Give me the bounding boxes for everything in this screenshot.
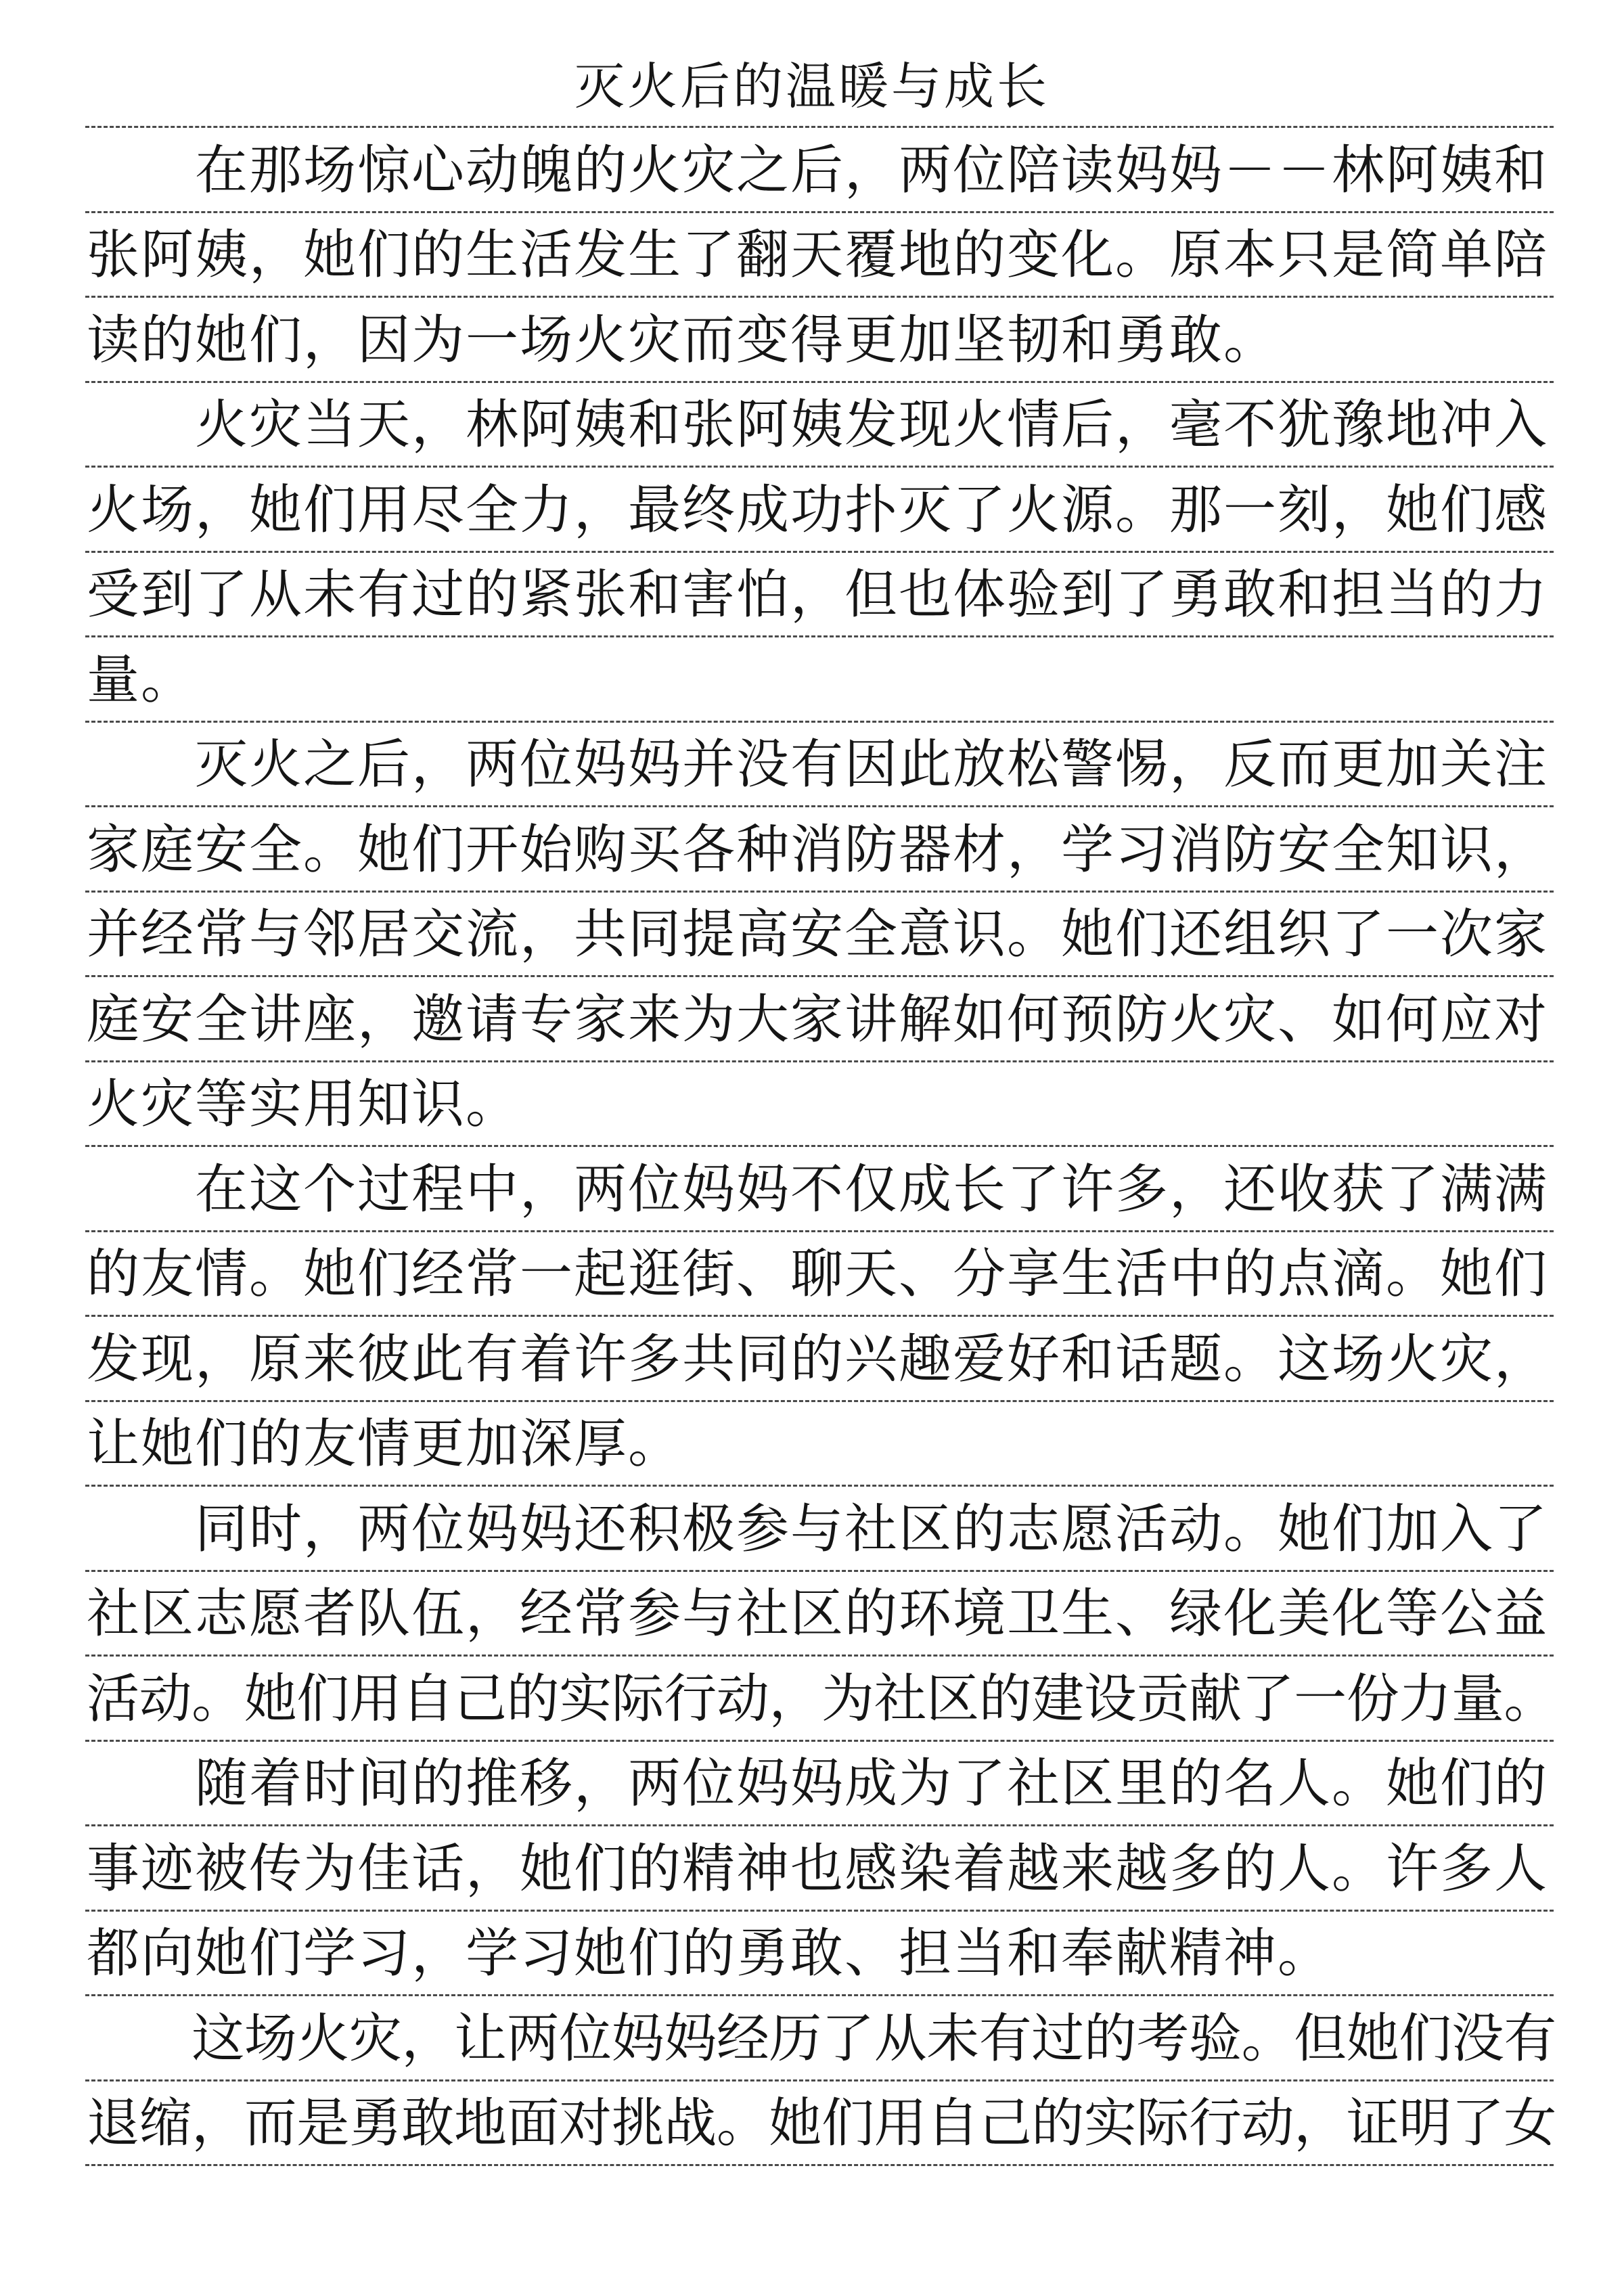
ruled-line: [85, 1910, 1554, 1912]
ruled-line: [85, 1655, 1554, 1657]
ruled-line: [85, 635, 1554, 637]
text-line: 读的她们，因为一场火灾而变得更加坚韧和勇敢。: [87, 310, 1278, 371]
text-line: 发现，原来彼此有着许多共同的兴趣爱好和话题。这场火灾，: [87, 1329, 1549, 1390]
ruled-line: [85, 296, 1554, 298]
text-line: 灭火之后，两位妈妈并没有因此放松警惕，反而更加关注: [87, 734, 1549, 795]
text-line: 同时，两位妈妈还积极参与社区的志愿活动。她们加入了: [87, 1499, 1549, 1560]
text-line: 社区志愿者队伍，经常参与社区的环境卫生、绿化美化等公益: [87, 1583, 1549, 1644]
ruled-line: [85, 975, 1554, 977]
text-line: 火场，她们用尽全力，最终成功扑灭了火源。那一刻，她们感: [87, 480, 1549, 541]
ruled-line: [85, 1315, 1554, 1317]
ruled-line: [85, 2164, 1554, 2166]
ruled-line: [85, 2079, 1554, 2081]
ruled-line: [85, 1060, 1554, 1062]
ruled-line: [85, 1400, 1554, 1402]
text-line: 的友情。她们经常一起逛街、聊天、分享生活中的点滴。她们: [87, 1244, 1549, 1305]
ruled-line: [85, 551, 1554, 553]
document-title: 灭火后的温暖与成长: [574, 58, 1050, 116]
ruled-line: [85, 891, 1554, 893]
text-line: 并经常与邻居交流，共同提高安全意识。她们还组织了一次家: [87, 904, 1549, 965]
ruled-line: [85, 1570, 1554, 1572]
text-line: 庭安全讲座，邀请专家来为大家讲解如何预防火灾、如何应对: [87, 989, 1549, 1050]
text-line: 家庭安全。她们开始购买各种消防器材，学习消防安全知识，: [87, 819, 1549, 880]
ruled-line: [85, 1994, 1554, 1996]
ruled-line: [85, 211, 1554, 213]
text-line: 张阿姨，她们的生活发生了翻天覆地的变化。原本只是简单陪: [87, 225, 1549, 286]
text-line: 都向她们学习，学习她们的勇敢、担当和奉献精神。: [87, 1923, 1332, 1984]
text-line: 事迹被传为佳话，她们的精神也感染着越来越多的人。许多人: [87, 1839, 1549, 1899]
ruled-line: [85, 1740, 1554, 1742]
text-line: 受到了从未有过的紧张和害怕，但也体验到了勇敢和担当的力: [87, 564, 1549, 625]
text-line: 在这个过程中，两位妈妈不仅成长了许多，还收获了满满: [87, 1159, 1549, 1220]
ruled-line: [85, 1824, 1554, 1826]
ruled-line: [85, 1485, 1554, 1487]
ruled-line: [85, 1145, 1554, 1147]
text-line: 火灾当天，林阿姨和张阿姨发现火情后，毫不犹豫地冲入: [87, 395, 1549, 455]
text-line: 随着时间的推移，两位妈妈成为了社区里的名人。她们的: [87, 1753, 1549, 1814]
ruled-line: [85, 381, 1554, 383]
text-line: 退缩，而是勇敢地面对挑战。她们用自己的实际行动，证明了女: [87, 2093, 1557, 2154]
text-line: 火灾等实用知识。: [87, 1074, 520, 1135]
ruled-line: [85, 1230, 1554, 1232]
ruled-line: [85, 126, 1554, 128]
text-line: 量。: [87, 650, 196, 711]
text-line: 活动。她们用自己的实际行动，为社区的建设贡献了一份力量。: [87, 1669, 1557, 1730]
ruled-line: [85, 466, 1554, 468]
ruled-line: [85, 805, 1554, 807]
text-line: 让她们的友情更加深厚。: [87, 1414, 683, 1475]
text-line: 在那场惊心动魄的火灾之后，两位陪读妈妈－－林阿姨和: [87, 140, 1549, 201]
ruled-line: [85, 721, 1554, 723]
text-line: 这场火灾，让两位妈妈经历了从未有过的考验。但她们没有: [87, 2008, 1557, 2069]
